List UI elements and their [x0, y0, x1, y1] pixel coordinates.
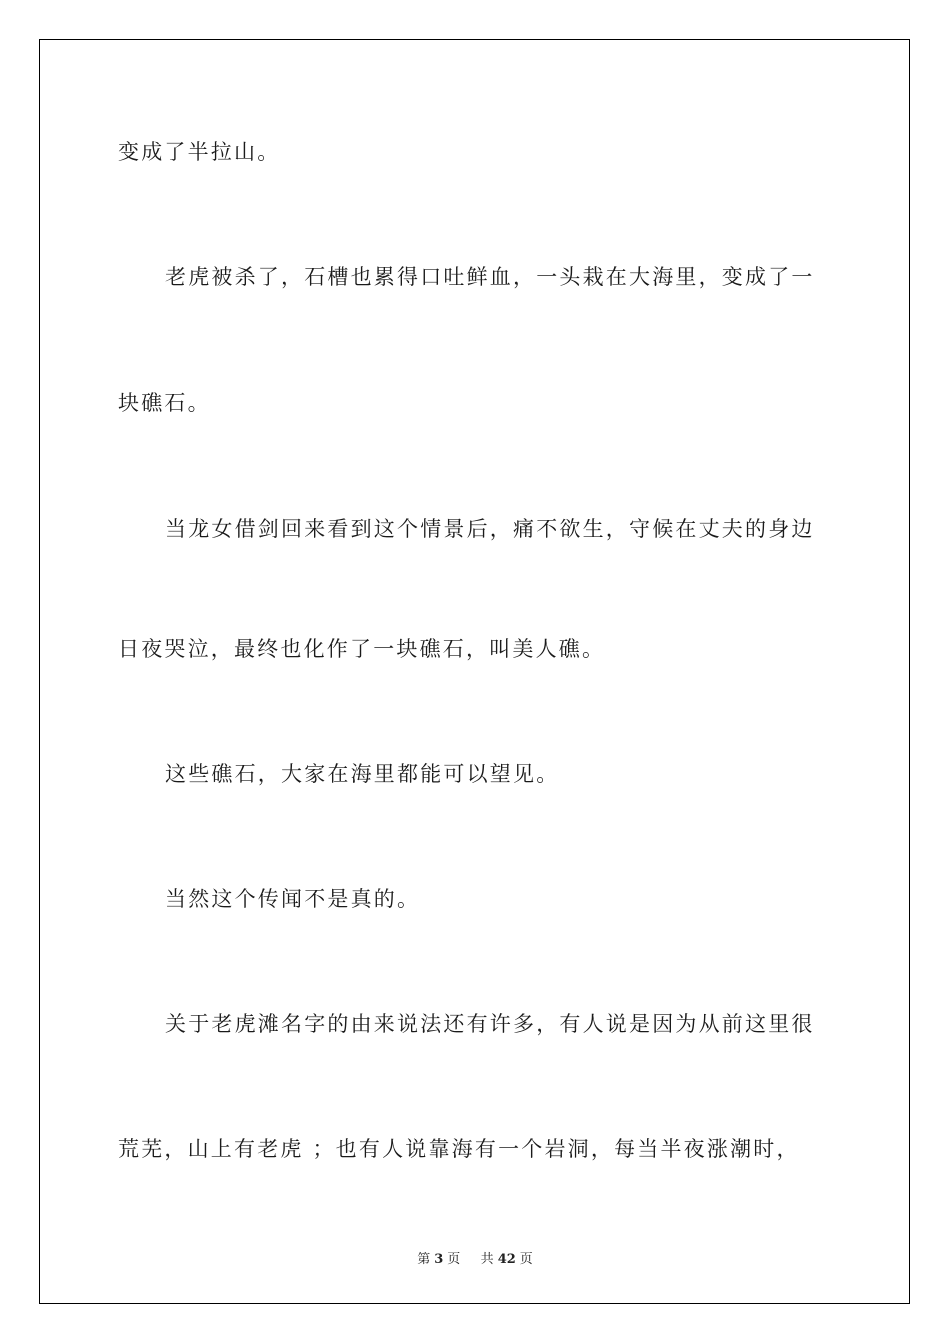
body-line-6: 这些礁石，大家在海里都能可以望见。 — [165, 762, 560, 786]
body-line-1: 变成了半拉山。 — [118, 140, 281, 164]
total-indicator — [479, 1252, 535, 1267]
total-pages: 42 — [497, 1252, 516, 1267]
body-line-3: 块礁石。 — [118, 391, 211, 415]
body-line-7: 当然这个传闻不是真的。 — [165, 887, 421, 911]
body-line-5: 日夜哭泣，最终也化作了一块礁石，叫美人礁。 — [118, 637, 606, 661]
page-prefix: 第 — [417, 1252, 431, 1267]
page-indicator — [415, 1252, 462, 1267]
page-suffix: 页 — [447, 1252, 461, 1267]
body-line-9: 荒芜，山上有老虎 ；也有人说靠海有一个岩洞，每当半夜涨潮时， — [118, 1137, 800, 1161]
body-line-2: 老虎被杀了，石槽也累得口吐鲜血，一头栽在大海里，变成了一 — [165, 265, 815, 289]
total-suffix: 页 — [519, 1252, 533, 1267]
body-line-4: 当龙女借剑回来看到这个情景后，痛不欲生，守候在丈夫的身边 — [165, 517, 815, 541]
total-prefix: 共 — [480, 1252, 494, 1267]
page-footer — [0, 1248, 950, 1267]
page-number: 3 — [434, 1252, 444, 1267]
page-border — [39, 39, 910, 1304]
body-line-8: 关于老虎滩名字的由来说法还有许多，有人说是因为从前这里很 — [165, 1012, 815, 1036]
